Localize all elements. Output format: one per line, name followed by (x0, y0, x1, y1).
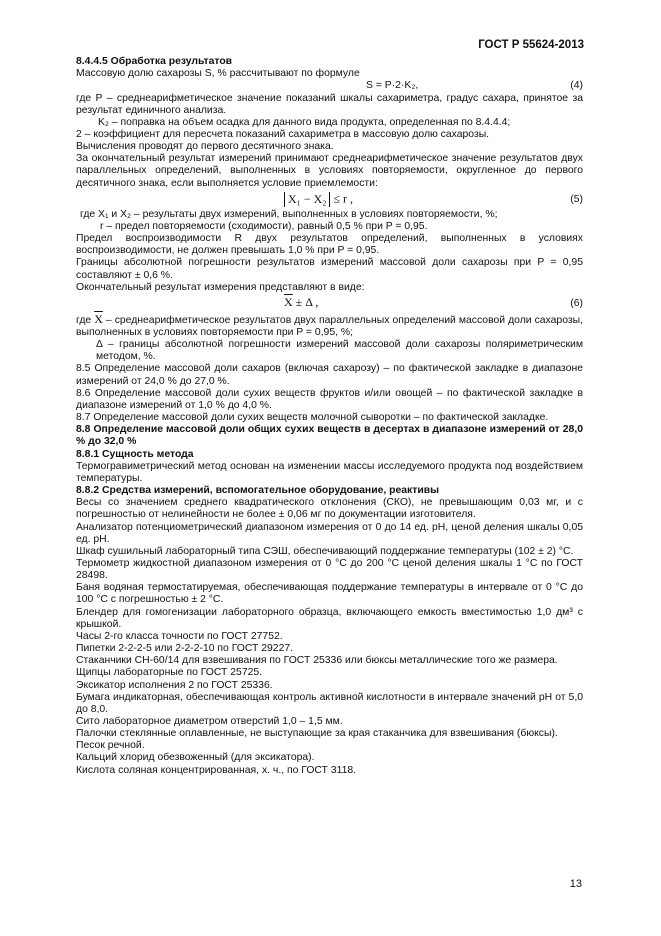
paragraph-rest: – среднеарифметическое результатов двух параллельных определений массовой доли сахарозы, выполненных в условиях повторяемости при P = 0,95, %; (76, 314, 583, 338)
paragraph: Границы абсолютной погрешности результатов измерений массовой доли сахарозы при P = 0,95 составляют ± 0,6 %. (76, 257, 583, 281)
paragraph: Кислота соляная концентрированная, х. ч., по ГОСТ 3118. (76, 764, 357, 776)
equation-4 (76, 80, 583, 92)
paragraph: Пипетки 2-2-2-5 или 2-2-2-10 по ГОСТ 29227. (76, 643, 294, 655)
equation-5-lhs: X₁ − X₂ (284, 192, 330, 207)
paragraph: Песок речной. (76, 740, 145, 752)
paragraph: Δ – границы абсолютной погрешности измерений массовой доли сахарозы поляриметрическим методом, %. (96, 339, 583, 363)
paragraph: Стаканчики СН-60/14 для взвешивания по ГОСТ 25336 или бюксы металлические того же размера. (76, 655, 558, 667)
paragraph: Вычисления проводят до первого десятичного знака. (76, 141, 334, 153)
paragraph: 8.5 Определение массовой доли сахаров (включая сахарозу) – по фактической закладке в диапазоне измерений от 24,0 % до 27,0 %. (76, 363, 583, 387)
section-heading-8-4-4-5: 8.4.4.5 Обработка результатов (76, 56, 233, 67)
paragraph: Палочки стеклянные оплавленные, не выступающие за края стаканчика для взвешивания (бюксы). (76, 728, 558, 740)
paragraph (76, 313, 583, 339)
section-heading-8-8: 8.8 Определение массовой доли общих сухих веществ в десертах в диапазоне измерений от 28,0 % до 32,0 % (76, 424, 583, 448)
paragraph: Сито лабораторное диаметром отверстий 1,0 – 1,5 мм. (76, 716, 343, 727)
section-heading-8-8-1: 8.8.1 Сущность метода (76, 448, 194, 460)
paragraph: 8.6 Определение массовой доли сухих веществ фруктов и/или овощей – по фактической закладке в диапазоне измерений от 1,0 % до 4,0 %. (76, 387, 583, 411)
paragraph: K₂ – поправка на объем осадка для данного вида продукта, определенная по 8.4.4.4; (98, 116, 511, 128)
paragraph: Окончательный результат измерения представляют в виде: (76, 281, 365, 293)
equation-6-number: (6) (570, 297, 583, 309)
equation-6-mean-x: $\overline{X}$ (284, 294, 293, 309)
paragraph: За окончательный результат измерений принимают среднеарифметическое значение результатов двух параллельных определений, выполненных в условиях повторяемости, округленное до первого десятичного знака, если выполняется условие приемлемости: (76, 153, 583, 189)
document-body (76, 56, 583, 777)
paragraph: 8.7 Определение массовой доли сухих веществ молочной сыворотки – по фактической закладке. (76, 412, 549, 424)
equation-6-rest: ± Δ , (292, 294, 319, 309)
page-number: 13 (569, 878, 582, 890)
paragraph: Термометр жидкостной диапазоном измерения от 0 °С до 200 °С ценой деления шкалы 1 °С по ГОСТ 28498. (76, 557, 583, 582)
paragraph: Щипцы лабораторные по ГОСТ 25725. (76, 667, 263, 679)
paragraph-prefix: где (76, 314, 92, 326)
paragraph: Весы со значением среднего квадратического отклонения (СКО), не превышающим 0,03 мг, и с погрешностью от нелинейности не более ± 0,06 мг по документации изготовителя. (76, 497, 583, 521)
equation-6 (76, 294, 583, 313)
paragraph: Бумага индикаторная, обеспечивающая контроль активной кислотности в интервале значений pH от 5,0 до 8,0. (76, 691, 583, 715)
paragraph: Кальций хлорид обезвоженный (для эксикатора). (76, 752, 315, 764)
paragraph: Баня водяная термостатируемая, обеспечивающая поддержание температуры в интервале от 0 °С до 100 °С с погрешностью ± 2 °С. (76, 582, 583, 606)
paragraph: где X₁ и X₂ – результаты двух измерений, выполненных в условиях повторяемости, %; (80, 208, 498, 220)
equation-4-formula: S = P·2·K₂, (366, 80, 419, 92)
paragraph: Предел воспроизводимости R двух результатов определений, выполненных в условиях воспроизводимости, не должен превышать 1,0 % при P = 0,95. (76, 233, 583, 257)
paragraph: r – предел повторяемости (сходимости), равный 0,5 % при P = 0,95. (100, 220, 428, 232)
document-id-header: ГОСТ Р 55624-2013 (478, 39, 584, 51)
paragraph: Часы 2-го класса точности по ГОСТ 27752. (76, 630, 283, 642)
mean-x-symbol: $\overline{X}$ (94, 311, 103, 326)
equation-5-rhs: ≤ r , (333, 191, 354, 205)
paragraph: Эксикатор исполнения 2 по ГОСТ 25336. (76, 679, 273, 691)
section-heading-8-8-2: 8.8.2 Средства измерений, вспомогательное оборудование, реактивы (76, 485, 439, 497)
paragraph: Блендер для гомогенизации лабораторного образца, включающего емкость вместимостью 1,0 дм³ с крышкой. (76, 606, 583, 630)
paragraph: Массовую долю сахарозы S, % рассчитывают по формуле (76, 68, 360, 80)
paragraph: где P – среднеарифметическое значение показаний шкалы сахариметра, градус сахара, принятое за результат единичного анализа. (76, 92, 583, 116)
paragraph: Термогравиметрический метод основан на изменении массы исследуемого продукта под воздействием температуры. (76, 460, 583, 484)
equation-4-number: (4) (570, 80, 583, 92)
paragraph: 2 – коэффициент для пересчета показаний сахариметра в массовую долю сахарозы. (76, 128, 490, 140)
paragraph: Анализатор потенциометрический диапазоном измерения от 0 до 14 ед. pH, ценой деления шкалы 0,05 ед. pH. (76, 521, 583, 545)
equation-5 (76, 190, 583, 209)
equation-5-number: (5) (570, 193, 583, 205)
paragraph: Шкаф сушильный лабораторный типа СЭШ, обеспечивающий поддержание температуры (102 ± 2) °С. (76, 545, 574, 557)
